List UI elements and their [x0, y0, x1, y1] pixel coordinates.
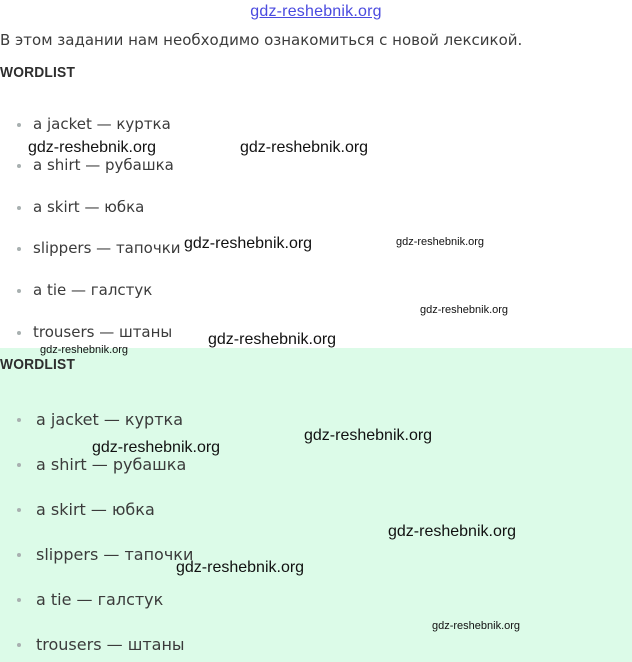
- bullet-icon: [17, 508, 21, 512]
- bullet-icon: [17, 643, 21, 647]
- watermark: gdz-reshebnik.org: [40, 344, 129, 356]
- highlighted-panel: WORDLIST a jacket — куртка a shirt — рубашка a skirt — юбка slippers — тапочки a tie — галстук trousers — штаны: [0, 348, 632, 662]
- bullet-icon: [17, 331, 21, 335]
- wordlist-title: WORDLIST: [0, 64, 76, 81]
- bullet-icon: [17, 418, 21, 422]
- intro-text: В этом задании нам необходимо ознакомиться с новой лексикой.: [0, 31, 523, 49]
- bullet-icon: [17, 247, 21, 251]
- watermark: gdz-reshebnik.org: [304, 427, 433, 444]
- bullet-icon: [17, 123, 21, 127]
- bullet-icon: [17, 553, 21, 557]
- watermark: gdz-reshebnik.org: [92, 439, 221, 456]
- bullet-icon: [17, 598, 21, 602]
- bullet-icon: [17, 289, 21, 293]
- site-link[interactable]: gdz-reshebnik.org: [250, 3, 382, 20]
- watermark: gdz-reshebnik.org: [396, 236, 485, 248]
- watermark: gdz-reshebnik.org: [184, 235, 313, 252]
- watermark: gdz-reshebnik.org: [208, 331, 337, 348]
- bullet-icon: [17, 463, 21, 467]
- watermark: gdz-reshebnik.org: [432, 620, 521, 632]
- watermark: gdz-reshebnik.org: [176, 559, 305, 576]
- bullet-icon: [17, 206, 21, 210]
- watermark: gdz-reshebnik.org: [28, 139, 157, 156]
- bullet-icon: [17, 164, 21, 168]
- watermark: gdz-reshebnik.org: [240, 139, 369, 156]
- site-header: [0, 0, 632, 26]
- watermark: gdz-reshebnik.org: [388, 523, 517, 540]
- wordlist-title: WORDLIST: [0, 356, 76, 373]
- watermark: gdz-reshebnik.org: [420, 304, 509, 316]
